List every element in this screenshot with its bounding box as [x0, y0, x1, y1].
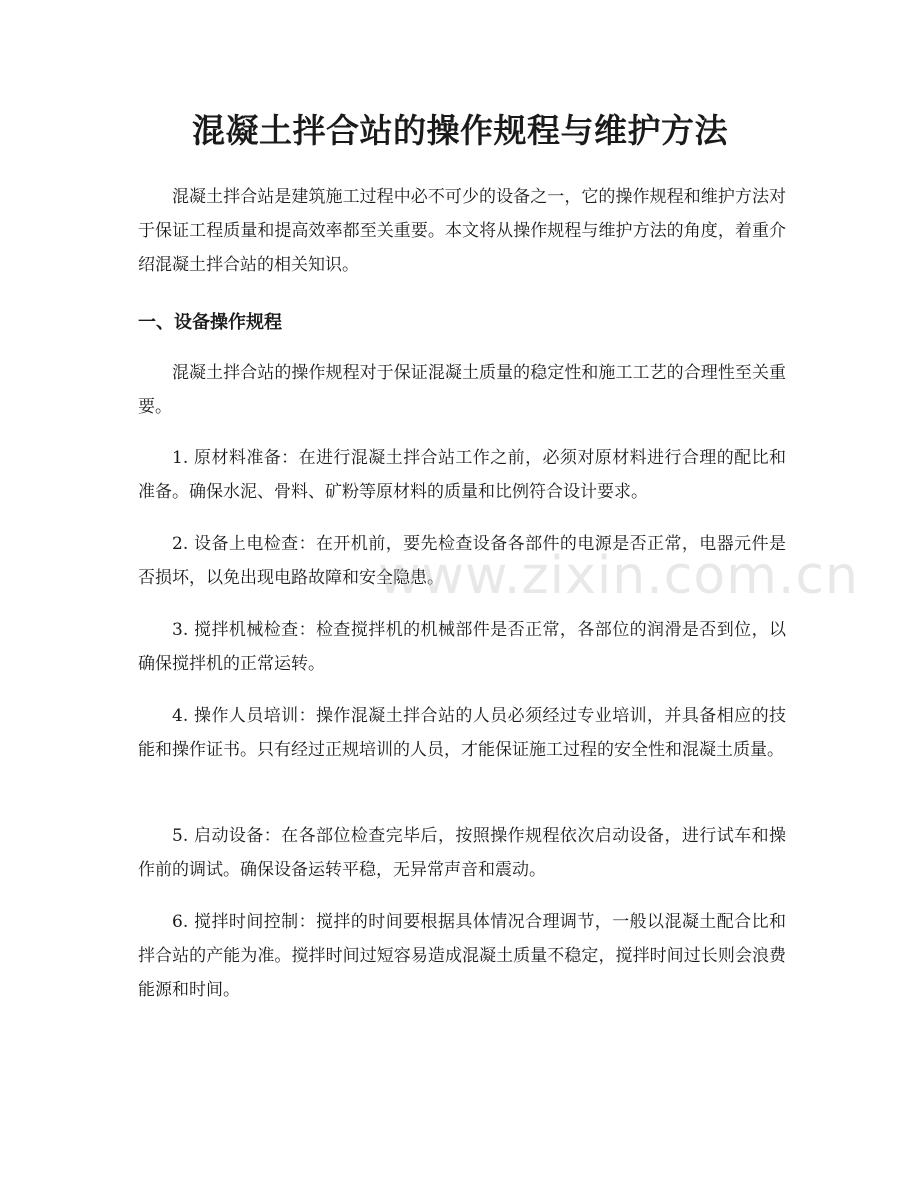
list-item-mixer-check: 3. 搅拌机械检查：检查搅拌机的机械部件是否正常，各部位的润滑是否到位，以确保搅拌机的正常运转。 [138, 620, 786, 674]
section-intro-paragraph: 混凝土拌合站的操作规程对于保证混凝土质量的稳定性和施工工艺的合理性至关重要。 [138, 363, 786, 417]
list-item-start-equipment: 5. 启动设备：在各部位检查完毕后，按照操作规程依次启动设备，进行试车和操作前的调试。确保设备运转平稳，无异常声音和震动。 [138, 826, 786, 880]
section-heading: 一、设备操作规程 [138, 312, 282, 333]
watermark-text: www.zixin.com.cn [378, 546, 859, 606]
intro-paragraph: 混凝土拌合站是建筑施工过程中必不可少的设备之一，它的操作规程和维护方法对于保证工程质量和提高效率都至关重要。本文将从操作规程与维护方法的角度，着重介绍混凝土拌合站的相关知识。 [138, 187, 786, 275]
list-item-mixing-time: 6. 搅拌时间控制：搅拌的时间要根据具体情况合理调节，一般以混凝土配合比和拌合站的产能为准。搅拌时间过短容易造成混凝土质量不稳定，搅拌时间过长则会浪费能源和时间。 [138, 912, 786, 1000]
document-title: 混凝土拌合站的操作规程与维护方法 [192, 111, 728, 150]
list-item-operator-training: 4. 操作人员培训：操作混凝土拌合站的人员必须经过专业培训，并具备相应的技能和操作证书。只有经过正规培训的人员，才能保证施工过程的安全性和混凝土质量。 [138, 706, 786, 760]
list-item-raw-materials: 1. 原材料准备：在进行混凝土拌合站工作之前，必须对原材料进行合理的配比和准备。确保水泥、骨料、矿粉等原材料的质量和比例符合设计要求。 [138, 448, 786, 502]
list-item-power-check: 2. 设备上电检查：在开机前，要先检查设备各部件的电源是否正常，电器元件是否损坏，以免出现电路故障和安全隐患。 [138, 534, 786, 588]
